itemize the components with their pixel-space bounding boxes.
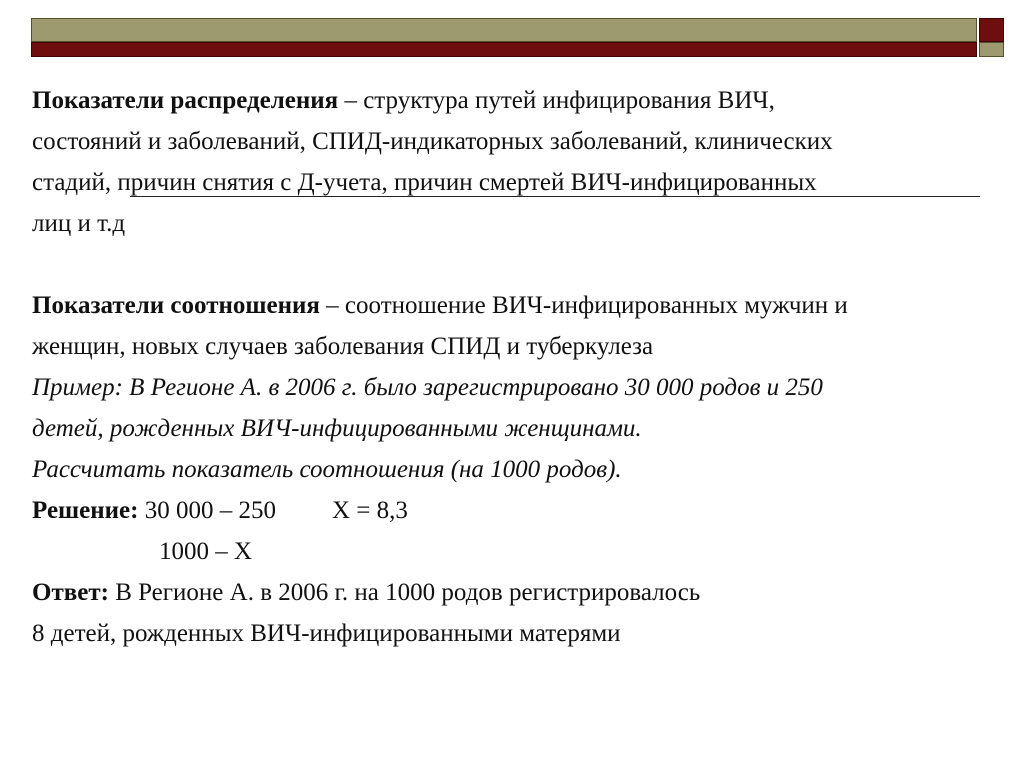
distribution-term: Показатели распределения	[32, 87, 339, 114]
answer-line-1	[32, 578, 700, 608]
example-text-2: детей, рожденных ВИЧ-инфицированными женщинами.	[32, 415, 642, 442]
solution-line-2: 1000 – Х	[159, 538, 253, 565]
distribution-line-1	[32, 86, 775, 116]
example-line-3	[32, 455, 622, 485]
example-text-1: Пример: В Регионе А. в 2006 г. было зарегистрировано 30 000 родов и 250	[32, 374, 823, 401]
distribution-line-3: стадий, причин снятия с Д-учета, причин смертей ВИЧ-инфицированных	[32, 169, 817, 196]
ratio-line-1	[32, 291, 848, 321]
ratio-text-1: – соотношение ВИЧ-инфицированных мужчин и	[319, 292, 848, 319]
ratio-line-2: женщин, новых случаев заболевания СПИД и туберкулеза	[32, 333, 654, 360]
header-square-red	[979, 18, 1004, 42]
solution-proportion-1: 30 000 – 250	[138, 497, 276, 524]
ratio-term: Показатели соотношения	[32, 292, 320, 319]
solution-label: Решение:	[32, 497, 139, 524]
header-square-olive	[979, 42, 1004, 57]
distribution-text-1: – структура путей инфицирования ВИЧ,	[338, 87, 775, 114]
answer-text-1: В Регионе А. в 2006 г. на 1000 родов регистрировалось	[108, 579, 701, 606]
example-line-1	[32, 373, 823, 403]
answer-label: Ответ:	[32, 579, 109, 606]
solution-line-1	[32, 496, 408, 526]
header-bar-red	[31, 42, 977, 57]
solution-result: Х = 8,3	[331, 497, 408, 524]
distribution-line-2: состояний и заболеваний, СПИД-индикаторных заболеваний, клинических	[32, 128, 833, 155]
example-text-3: Рассчитать показатель соотношения (на 1000 родов).	[32, 456, 622, 483]
header-bar-olive	[31, 18, 977, 42]
answer-line-2: 8 детей, рожденных ВИЧ-инфицированными матерями	[32, 620, 621, 647]
distribution-line-4: лиц и т.д	[32, 210, 126, 237]
example-line-2	[32, 414, 642, 444]
